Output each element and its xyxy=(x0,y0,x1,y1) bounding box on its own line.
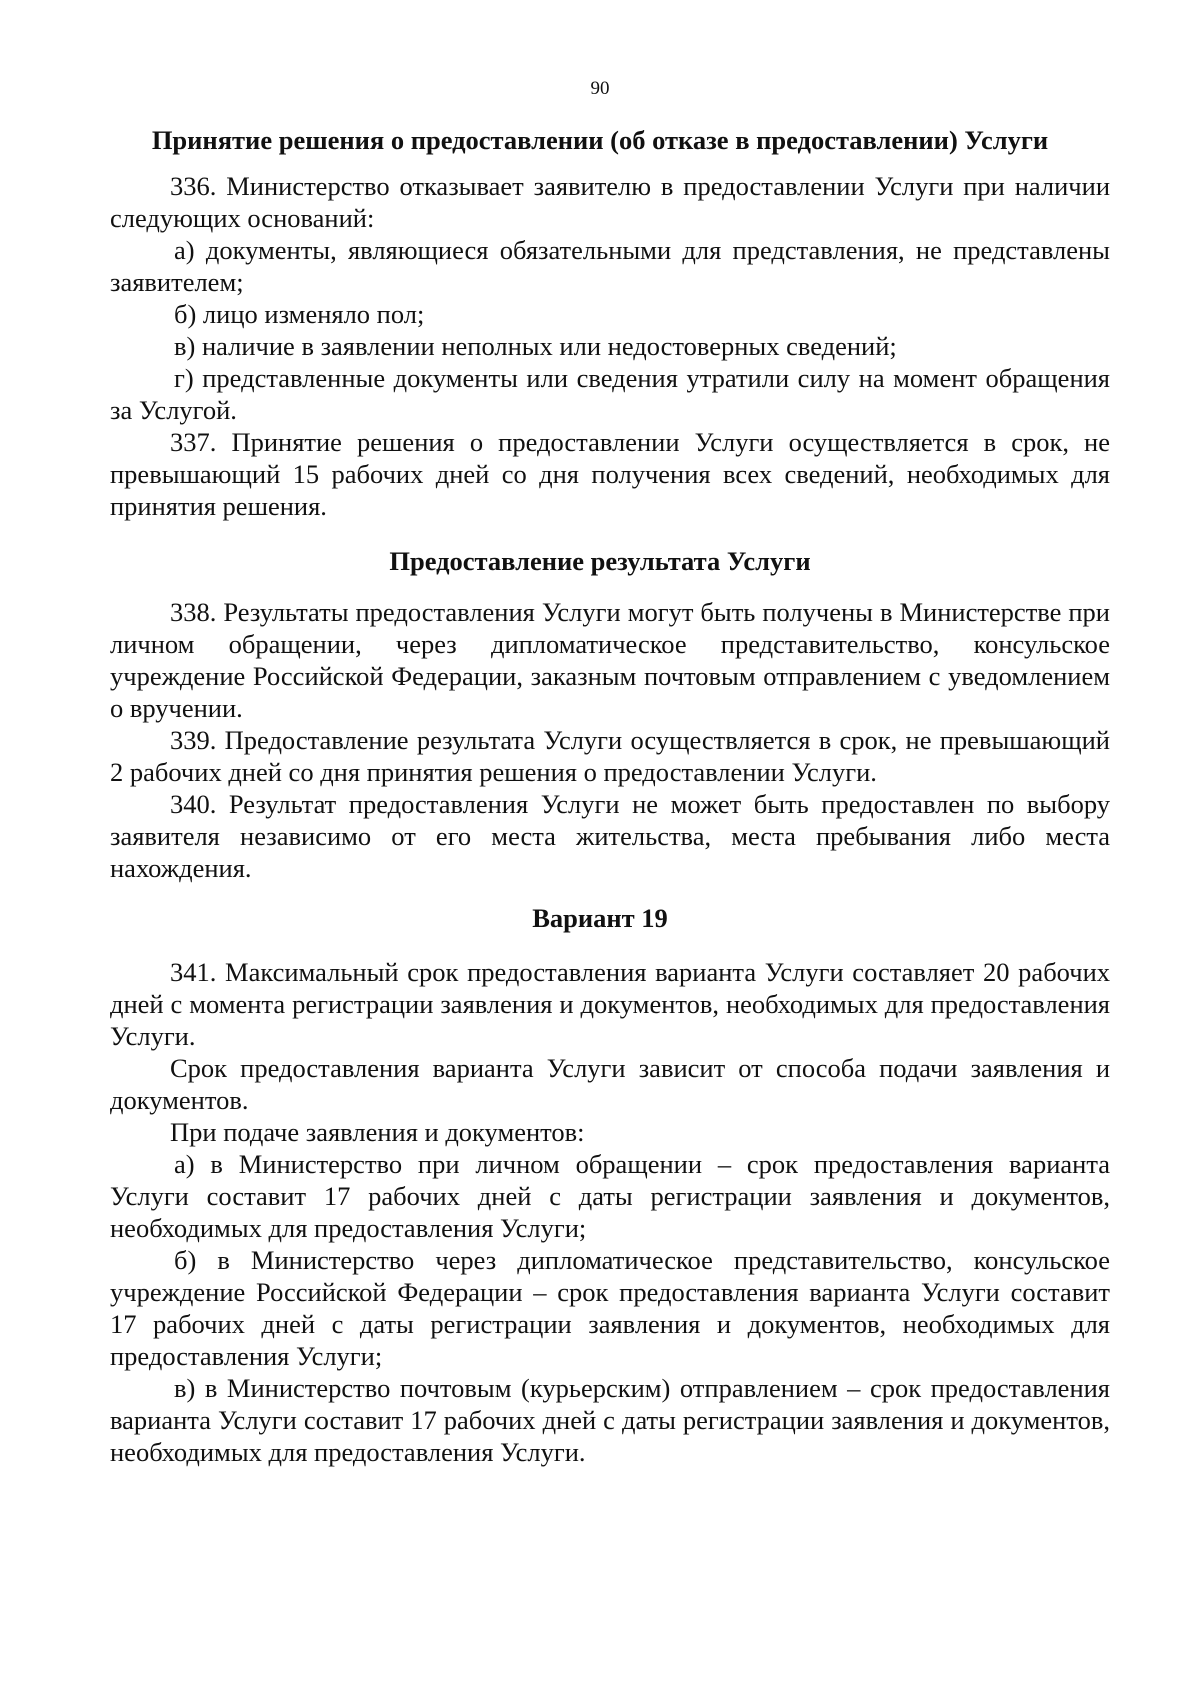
section-body-decision xyxy=(110,170,1110,522)
list-item-v-postal: в) в Министерство почтовым (курьерским) отправлением – срок предоставления варианта Услуги составит 17 рабочих дней с даты регистрации заявления и документов, необходимых для предоставления Услуги. xyxy=(110,1373,1110,1467)
paragraph-submission: При подаче заявления и документов: xyxy=(170,1117,585,1147)
paragraph-338: 338. Результаты предоставления Услуги могут быть получены в Министерстве при личном обращении, через дипломатическое представительство, консульское учреждение Российской Федерации, заказным почтовым отправлением с уведомлением о вручении. xyxy=(110,597,1110,723)
list-item-v: в) наличие в заявлении неполных или недостоверных сведений; xyxy=(174,331,897,361)
section-heading-result: Предоставление результата Услуги xyxy=(389,546,811,576)
section-body-variant-19 xyxy=(110,956,1110,1468)
list-item-a-personal: а) в Министерство при личном обращении – срок предоставления варианта Услуги составит 17 рабочих дней с даты регистрации заявления и документов, необходимых для предоставления Услуги; xyxy=(110,1149,1110,1243)
paragraph-337: 337. Принятие решения о предоставлении Услуги осуществляется в срок, не превышающий 15 рабочих дней со дня получения всех сведений, необходимых для принятия решения. xyxy=(110,427,1110,521)
paragraph-340: 340. Результат предоставления Услуги не может быть предоставлен по выбору заявителя независимо от его места жительства, места пребывания либо места нахождения. xyxy=(110,789,1110,883)
section-heading-decision: Принятие решения о предоставлении (об отказе в предоставлении) Услуги xyxy=(151,125,1049,155)
page-number: 90 xyxy=(590,78,610,99)
list-item-g: г) представленные документы или сведения утратили силу на момент обращения за Услугой. xyxy=(110,363,1110,425)
list-item-a: а) документы, являющиеся обязательными для представления, не представлены заявителем; xyxy=(110,235,1110,297)
paragraph-339: 339. Предоставление результата Услуги осуществляется в срок, не превышающий 2 рабочих дней со дня принятия решения о предоставлении Услуги. xyxy=(110,725,1110,787)
list-item-b: б) лицо изменяло пол; xyxy=(174,299,425,329)
list-item-b-diplomatic: б) в Министерство через дипломатическое представительство, консульское учреждение Российской Федерации – срок предоставления варианта Услуги составит 17 рабочих дней с даты регистрации заявления и документов, необходимых для предоставления Услуги; xyxy=(110,1245,1110,1371)
paragraph-term-depends: Срок предоставления варианта Услуги зависит от способа подачи заявления и документов. xyxy=(110,1053,1110,1115)
section-body-result xyxy=(110,596,1110,884)
paragraph-341: 341. Максимальный срок предоставления варианта Услуги составляет 20 рабочих дней с момента регистрации заявления и документов, необходимых для предоставления Услуги. xyxy=(110,957,1110,1051)
paragraph-336: 336. Министерство отказывает заявителю в предоставлении Услуги при наличии следующих оснований: xyxy=(110,171,1110,233)
section-heading-variant-19: Вариант 19 xyxy=(532,903,668,933)
